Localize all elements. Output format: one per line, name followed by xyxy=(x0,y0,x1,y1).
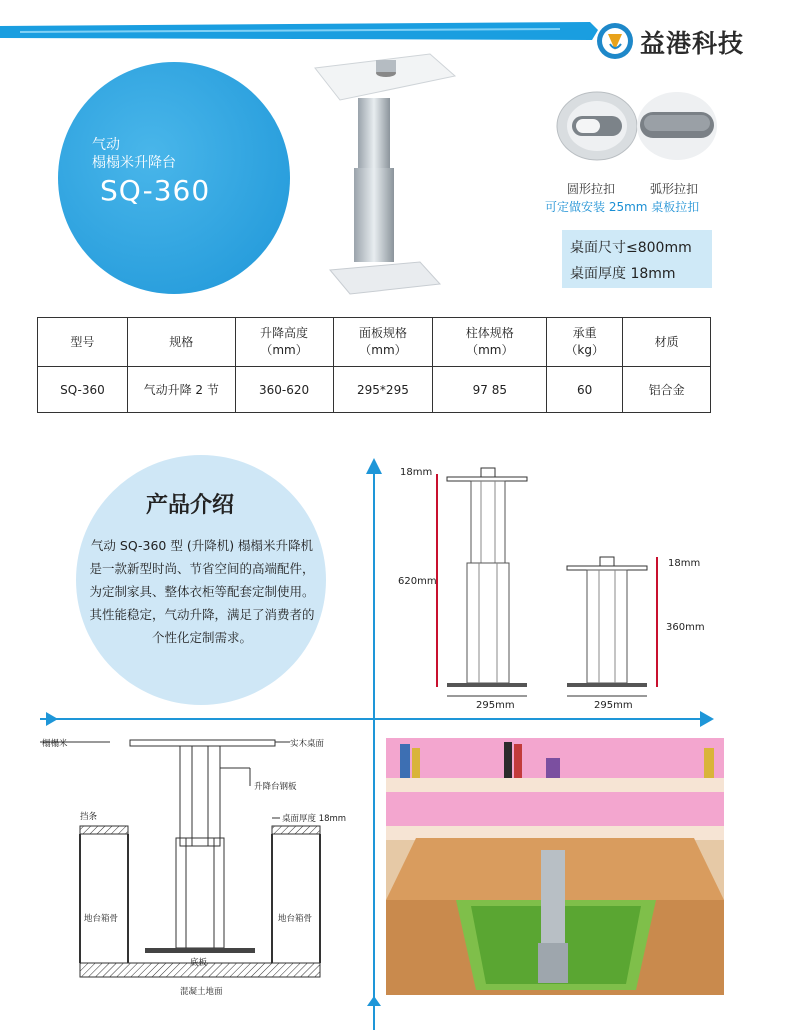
label-frame-right: 地台箱骨 xyxy=(278,914,313,924)
label-wood-top: 实木桌面 xyxy=(290,739,325,749)
label-frame-left: 地台箱骨 xyxy=(84,914,119,924)
cell-model: SQ-360 xyxy=(38,367,128,413)
label-ground: 混凝土地面 xyxy=(180,987,223,997)
cell-load: 60 xyxy=(547,367,623,413)
label-thickness: 桌面厚度 18mm xyxy=(282,814,347,824)
brand-name: 益港科技 xyxy=(640,29,745,58)
label-tatami: 榻榻米 xyxy=(42,739,68,749)
custom-handle-note: 可定做安装 25mm 桌板拉扣 xyxy=(545,200,700,214)
hero-model: SQ-360 xyxy=(100,174,211,207)
header-cell: 承重 （kg） xyxy=(547,318,623,367)
table-size-spec: 桌面尺寸≤800mm xyxy=(570,240,692,256)
dimension-drawings xyxy=(395,460,715,715)
table-thickness-spec: 桌面厚度 18mm xyxy=(570,266,676,282)
short-base-dim: 295mm xyxy=(594,700,633,711)
tall-base-dim: 295mm xyxy=(476,700,515,711)
cell-column: 97 85 xyxy=(433,367,547,413)
header-cell: 材质 xyxy=(623,318,711,367)
hero-product-name: 榻榻米升降台 xyxy=(92,155,176,171)
intro-title: 产品介绍 xyxy=(146,493,235,518)
spec-table-header xyxy=(38,318,711,367)
arc-handle-icon xyxy=(634,90,720,162)
spec-table xyxy=(37,317,711,413)
round-handle-icon xyxy=(554,90,640,162)
label-steel-plate: 升降台钢板 xyxy=(254,782,297,792)
cell-material: 铝合金 xyxy=(623,367,711,413)
company-logo-icon xyxy=(596,22,634,60)
short-top-dim: 18mm xyxy=(668,558,701,569)
hero-type: 气动 xyxy=(92,137,120,153)
header-cell: 升降高度 （mm） xyxy=(235,318,333,367)
header-brush-stripe xyxy=(0,18,600,44)
tall-height-dim: 620mm xyxy=(398,576,437,587)
lift-product-image xyxy=(310,40,460,296)
short-height-dim: 360mm xyxy=(666,622,705,633)
cell-height: 360-620 xyxy=(235,367,333,413)
tall-top-dim: 18mm xyxy=(400,467,433,478)
table-row xyxy=(38,367,711,413)
label-base: 底板 xyxy=(190,958,208,968)
header-cell: 面板规格 （mm） xyxy=(333,318,433,367)
room-scene-image xyxy=(386,738,724,995)
header-cell: 柱体规格 （mm） xyxy=(433,318,547,367)
header-cell: 型号 xyxy=(38,318,128,367)
cell-panel: 295*295 xyxy=(333,367,433,413)
header-cell: 规格 xyxy=(127,318,235,367)
arc-handle-label: 弧形拉扣 xyxy=(650,182,699,196)
intro-text: 气动 SQ-360 型 (升降机) 榻榻米升降机是一款新型时尚、节省空间的高端配件，为定制家具、整体衣柜等配套定制使用。其性能稳定，气动升降，满足了消费者的个性化定制需求。 xyxy=(89,538,315,645)
cell-spec: 气动升降 2 节 xyxy=(127,367,235,413)
round-handle-label: 圆形拉扣 xyxy=(567,182,616,196)
label-trim: 挡条 xyxy=(80,812,98,822)
